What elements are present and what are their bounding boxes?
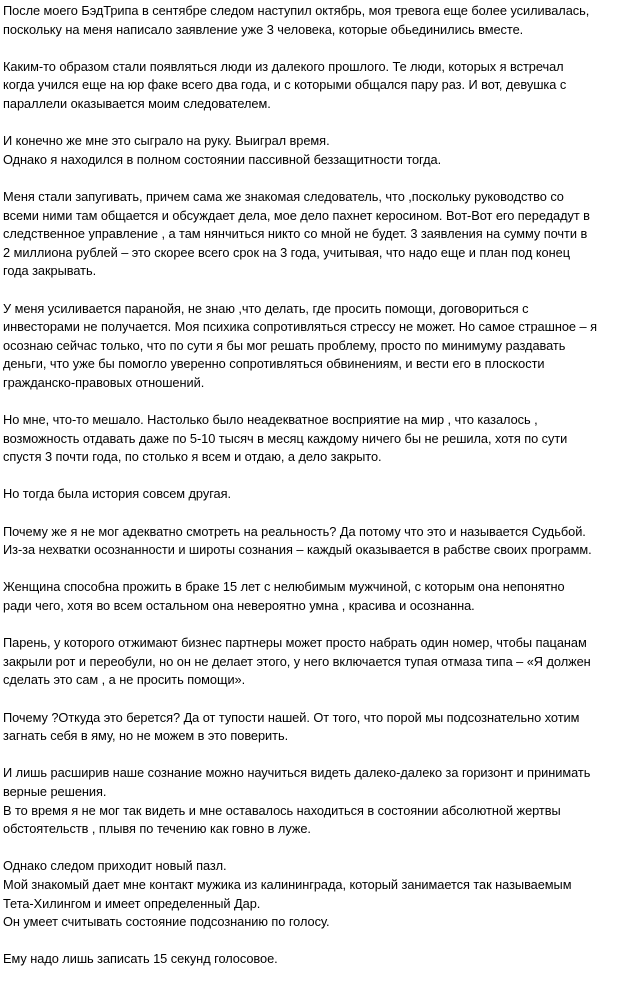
text-line: Но тогда была история совсем другая.: [3, 486, 231, 502]
text-line: инвесторами не получается. Моя психика сопротивляться стрессу не может. Но самое страшное – я: [3, 319, 597, 335]
text-line: верные решения.: [3, 783, 107, 799]
text-line: сделать это сам , а не просить помощи».: [3, 672, 246, 688]
text-line: года закрывать.: [3, 263, 97, 279]
text-line: Женщина способна прожить в браке 15 лет с нелюбимым мужчиной, с которым она непонятно: [3, 579, 565, 595]
paragraph-10: [3, 634, 617, 690]
paragraph-13: [3, 857, 617, 931]
text-line: И лишь расширив наше сознание можно научиться видеть далеко-далеко за горизонт и принимать: [3, 765, 591, 781]
paragraph-5: [3, 300, 617, 393]
paragraph-9: [3, 578, 617, 615]
paragraph-11: [3, 709, 617, 746]
paragraph-8: [3, 523, 617, 560]
text-line: спустя 3 почти года, по столько я всем и отдаю, а дело закрыто.: [3, 449, 382, 465]
paragraph-14: [3, 950, 617, 969]
paragraph-3: [3, 132, 617, 169]
text-line: возможность отдавать даже по 5-10 тысяч в месяц каждому ничего бы не решила, хотя по сути: [3, 430, 568, 446]
text-line: когда учился еще на юр факе всего два года, и с которыми общался пару раз. И вот, девушка с: [3, 77, 567, 93]
text-line: Мой знакомый дает мне контакт мужика из калининграда, который занимается так называемым: [3, 876, 572, 892]
text-line: Из-за нехватки осознанности и широты сознания – каждый оказывается в рабстве своих программ.: [3, 542, 592, 558]
paragraph-7: [3, 485, 617, 504]
text-line: Каким-то образом стали появляться люди из далекого прошлого. Те люди, которых я встречал: [3, 58, 564, 74]
text-line: Однако следом приходит новый пазл.: [3, 858, 227, 874]
paragraph-12: [3, 764, 617, 838]
text-line: 2 миллиона рублей – это скорее всего срок на 3 года, учитывая, что надо еще и план под конец: [3, 244, 570, 260]
text-line: загнать себя в яму, но не можем в это поверить.: [3, 728, 289, 744]
text-line: закрыли рот и переобули, но он не делает этого, у него включается тупая отмаза типа – «Я должен: [3, 653, 591, 669]
text-line: Парень, у которого отжимают бизнес партнеры может просто набрать один номер, чтобы пацанам: [3, 635, 587, 651]
text-line: Почему ?Откуда это берется? Да от тупости нашей. От того, что порой мы подсознательно хотим: [3, 709, 580, 725]
text-line: ради чего, хотя во всем остальном она невероятно умна , красива и осознанна.: [3, 598, 475, 613]
text-line: Меня стали запугивать, причем сама же знакомая следователь, что ,поскольку руководство со: [3, 188, 564, 204]
text-line: поскольку на меня написало заявление уже 3 человека, которые обьединились вместе.: [3, 21, 524, 37]
text-line: всеми ними там общается и обсуждает дела, мое дело пахнет керосином. Вот-Вот его передадут в: [3, 207, 590, 223]
text-line: Ему надо лишь записать 15 секунд голосовое.: [3, 951, 278, 967]
text-line: обстоятельств , плывя по течению как говно в луже.: [3, 821, 311, 837]
paragraph-1: [3, 2, 617, 39]
text-line: В то время я не мог так видеть и мне оставалось находиться в состоянии абсолютной жертвы: [3, 802, 561, 818]
paragraph-6: [3, 411, 617, 467]
text-line: Почему же я не мог адекватно смотреть на реальность? Да потому что это и называется Судьбой.: [3, 523, 586, 539]
text-line: У меня усиливается паранойя, не знаю ,что делать, где просить помощи, договориться с: [3, 300, 529, 316]
text-line: Тета-Хилингом и имеет определенный Дар.: [3, 895, 261, 911]
text-line: гражданско-правовых отношений.: [3, 374, 205, 390]
text-line: После моего БэдТрипа в сентябре следом наступил октябрь, моя тревога еще более усиливалась,: [3, 3, 590, 18]
document-body: [3, 2, 617, 987]
text-line: следственное управление , а там нянчиться никто со мной не будет. 3 заявления на сумму почти в: [3, 226, 588, 242]
text-line: Однако я находился в полном состоянии пассивной беззащитности тогда.: [3, 151, 442, 167]
text-line: параллели оказывается моим следователем.: [3, 95, 271, 111]
paragraph-4: [3, 188, 617, 281]
text-line: осознаю сейчас только, что по сути я бы мог решать проблему, просто по минимуму раздавать: [3, 337, 566, 353]
text-line: Но мне, что-то мешало. Настолько было неадекватное восприятие на мир , что казалось ,: [3, 412, 538, 428]
text-line: И конечно же мне это сыграло на руку. Выиграл время.: [3, 133, 330, 149]
text-line: Он умеет считывать состояние подсознанию по голосу.: [3, 914, 330, 930]
paragraph-2: [3, 58, 617, 114]
text-line: деньги, что уже бы помогло уверенно сопротивляться обвинениям, и вести его в плоскости: [3, 356, 545, 372]
